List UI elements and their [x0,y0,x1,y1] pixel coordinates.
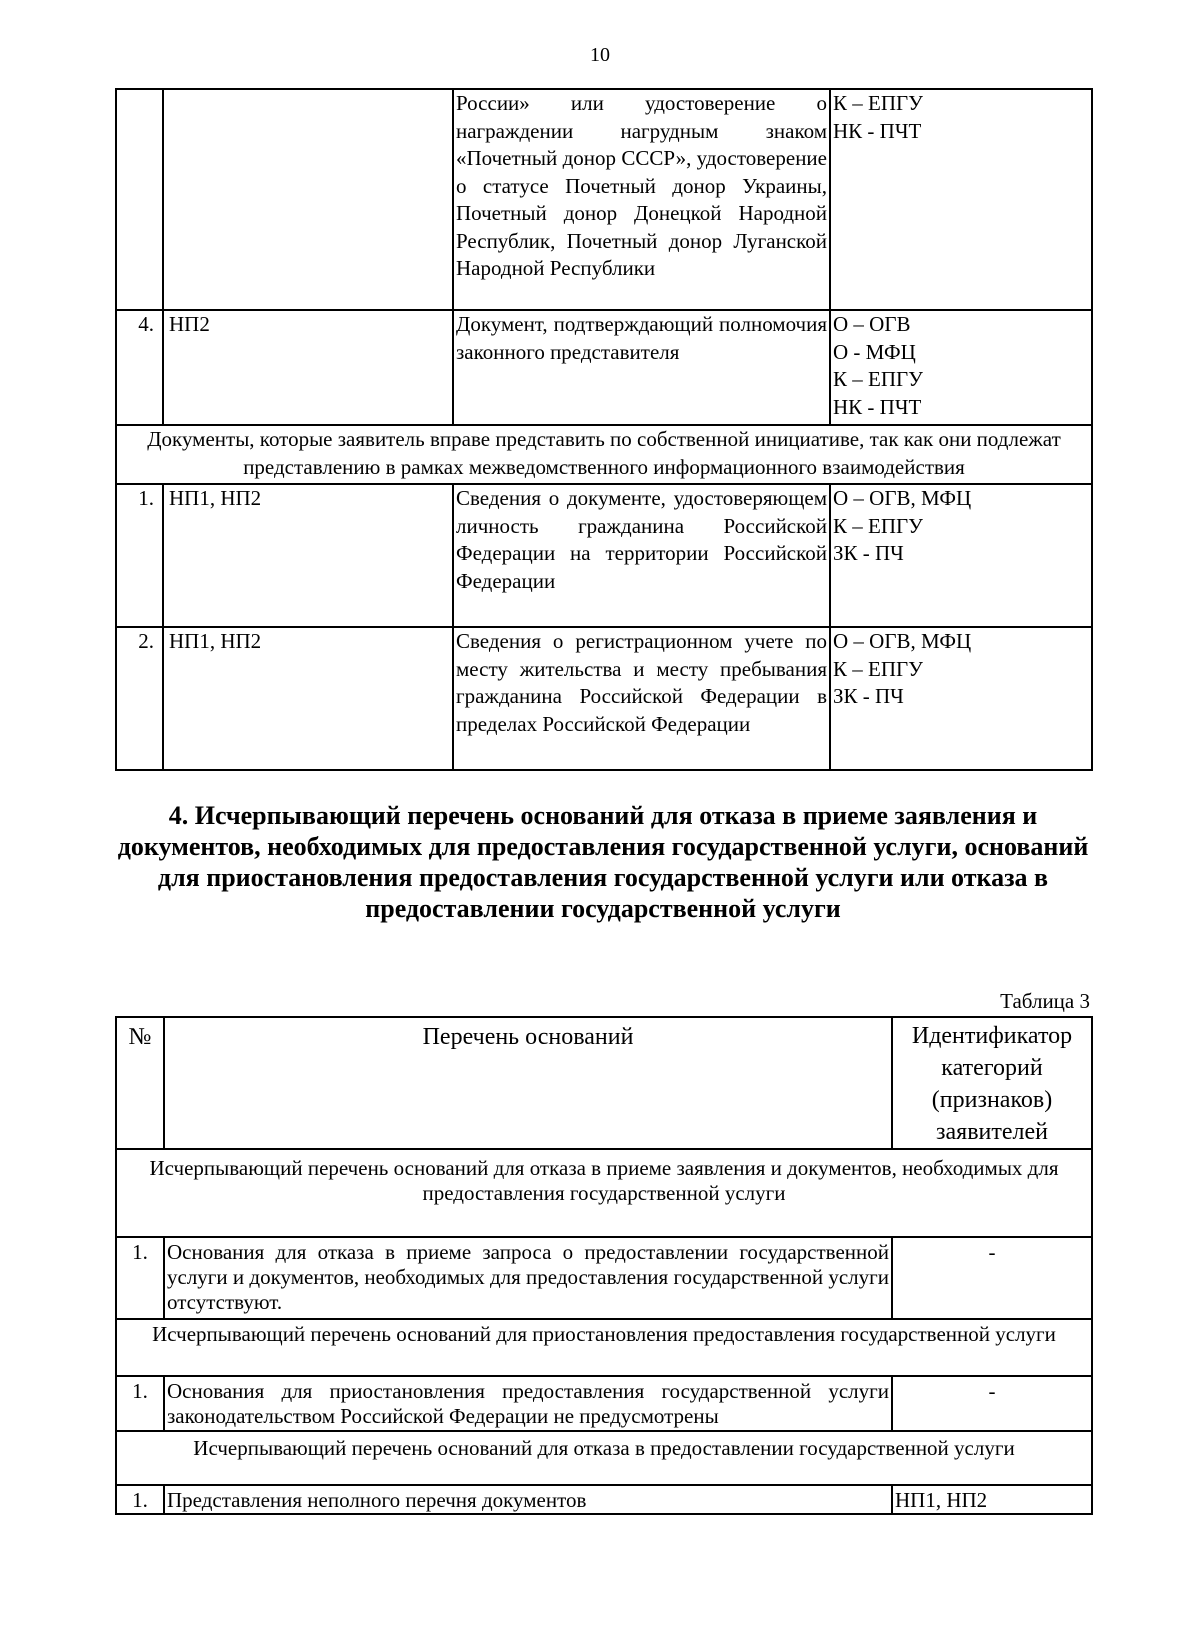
table-row [116,1485,1092,1514]
submission-methods [830,627,1092,770]
table-row [116,484,1092,627]
table-row [116,310,1092,425]
ground-text: Основания для приостановления предоставления государственной услуги законодательством Российской Федерации не предусмотрены [164,1376,892,1431]
applicant-category: НП2 [163,310,453,425]
submission-method: О – ОГВ [833,312,911,336]
documents-table [115,88,1093,771]
applicant-identifier: - [892,1237,1092,1319]
table-row [116,627,1092,770]
group-title-row [116,1149,1092,1237]
submission-method: О - МФЦ [833,339,916,364]
ground-text: Основания для отказа в приеме запроса о предоставлении государственной услуги и документов, необходимых для предоставления государственной услуги отсутствуют. [164,1237,892,1319]
group-title: Исчерпывающий перечень оснований для отказа в приеме заявления и документов, необходимых для предоставления государственной услуги [116,1149,1092,1237]
document-description: Сведения о документе, удостоверяющем личность гражданина Российской Федерации на территории Российской Федерации [453,484,830,627]
section-heading: 4. Исчерпывающий перечень оснований для отказа в приеме заявления и документов, необходимых для предоставления государственной услуги, оснований для приостановления предоставления государственной услуги или отказа в предоставлении государственной услуги [117,801,1089,923]
column-header-number: № [116,1017,164,1149]
document-description: Сведения о регистрационном учете по месту жительства и месту пребывания гражданина Российской Федерации в пределах Российской Федерации [453,627,830,770]
applicant-identifier: - [892,1376,1092,1431]
column-header-grounds: Перечень оснований [164,1017,892,1149]
table-header-row [116,1017,1092,1149]
column-header-identifier: Идентификатор категорий (признаков) заявителей [892,1017,1092,1149]
document-description: Документ, подтверждающий полномочия законного представителя [453,310,830,425]
table-row [116,89,1092,310]
applicant-category [163,89,453,310]
submission-methods [830,89,1092,310]
submission-method: ЗК - ПЧ [833,684,904,708]
submission-method: НК - ПЧТ [833,118,922,143]
group-title: Исчерпывающий перечень оснований для приостановления предоставления государственной услуги [116,1319,1092,1376]
submission-method: К – ЕПГУ [833,367,924,391]
submission-method: О – ОГВ, МФЦ [833,629,972,653]
grounds-table [115,1016,1093,1515]
applicant-identifier: НП1, НП2 [892,1485,1092,1514]
submission-method: К – ЕПГУ [833,513,924,538]
group-title-row [116,1431,1092,1485]
row-number: 1. [116,1237,164,1319]
submission-method: К – ЕПГУ [833,656,924,681]
row-number: 4. [116,310,163,425]
submission-methods [830,484,1092,627]
section-row [116,425,1092,484]
group-title: Исчерпывающий перечень оснований для отказа в предоставлении государственной услуги [116,1431,1092,1485]
page-number: 10 [590,44,610,66]
group-title-row [116,1319,1092,1376]
table-row [116,1376,1092,1431]
applicant-category: НП1, НП2 [163,627,453,770]
row-number: 1. [116,1376,164,1431]
submission-method: ЗК - ПЧ [833,541,904,565]
row-number [116,89,163,310]
submission-method: О – ОГВ, МФЦ [833,486,972,510]
row-number: 2. [116,627,163,770]
table-caption: Таблица 3 [1000,989,1090,1013]
row-number: 1. [116,484,163,627]
submission-method: К – ЕПГУ [833,91,924,115]
section-title: Документы, которые заявитель вправе представить по собственной инициативе, так как они подлежат представлению в рамках межведомственного информационного взаимодействия [116,425,1092,484]
document-description: России» или удостоверение о награждении нагрудным знаком «Почетный донор СССР», удостоверение о статусе Почетный донор Украины, Почетный донор Донецкой Народной Республик, Почетный донор Луганской Народной Республики [453,89,830,310]
applicant-category: НП1, НП2 [163,484,453,627]
row-number: 1. [116,1485,164,1514]
table-row [116,1237,1092,1319]
submission-method: НК - ПЧТ [833,394,922,419]
submission-methods [830,310,1092,425]
ground-text: Представления неполного перечня документов [164,1485,892,1514]
